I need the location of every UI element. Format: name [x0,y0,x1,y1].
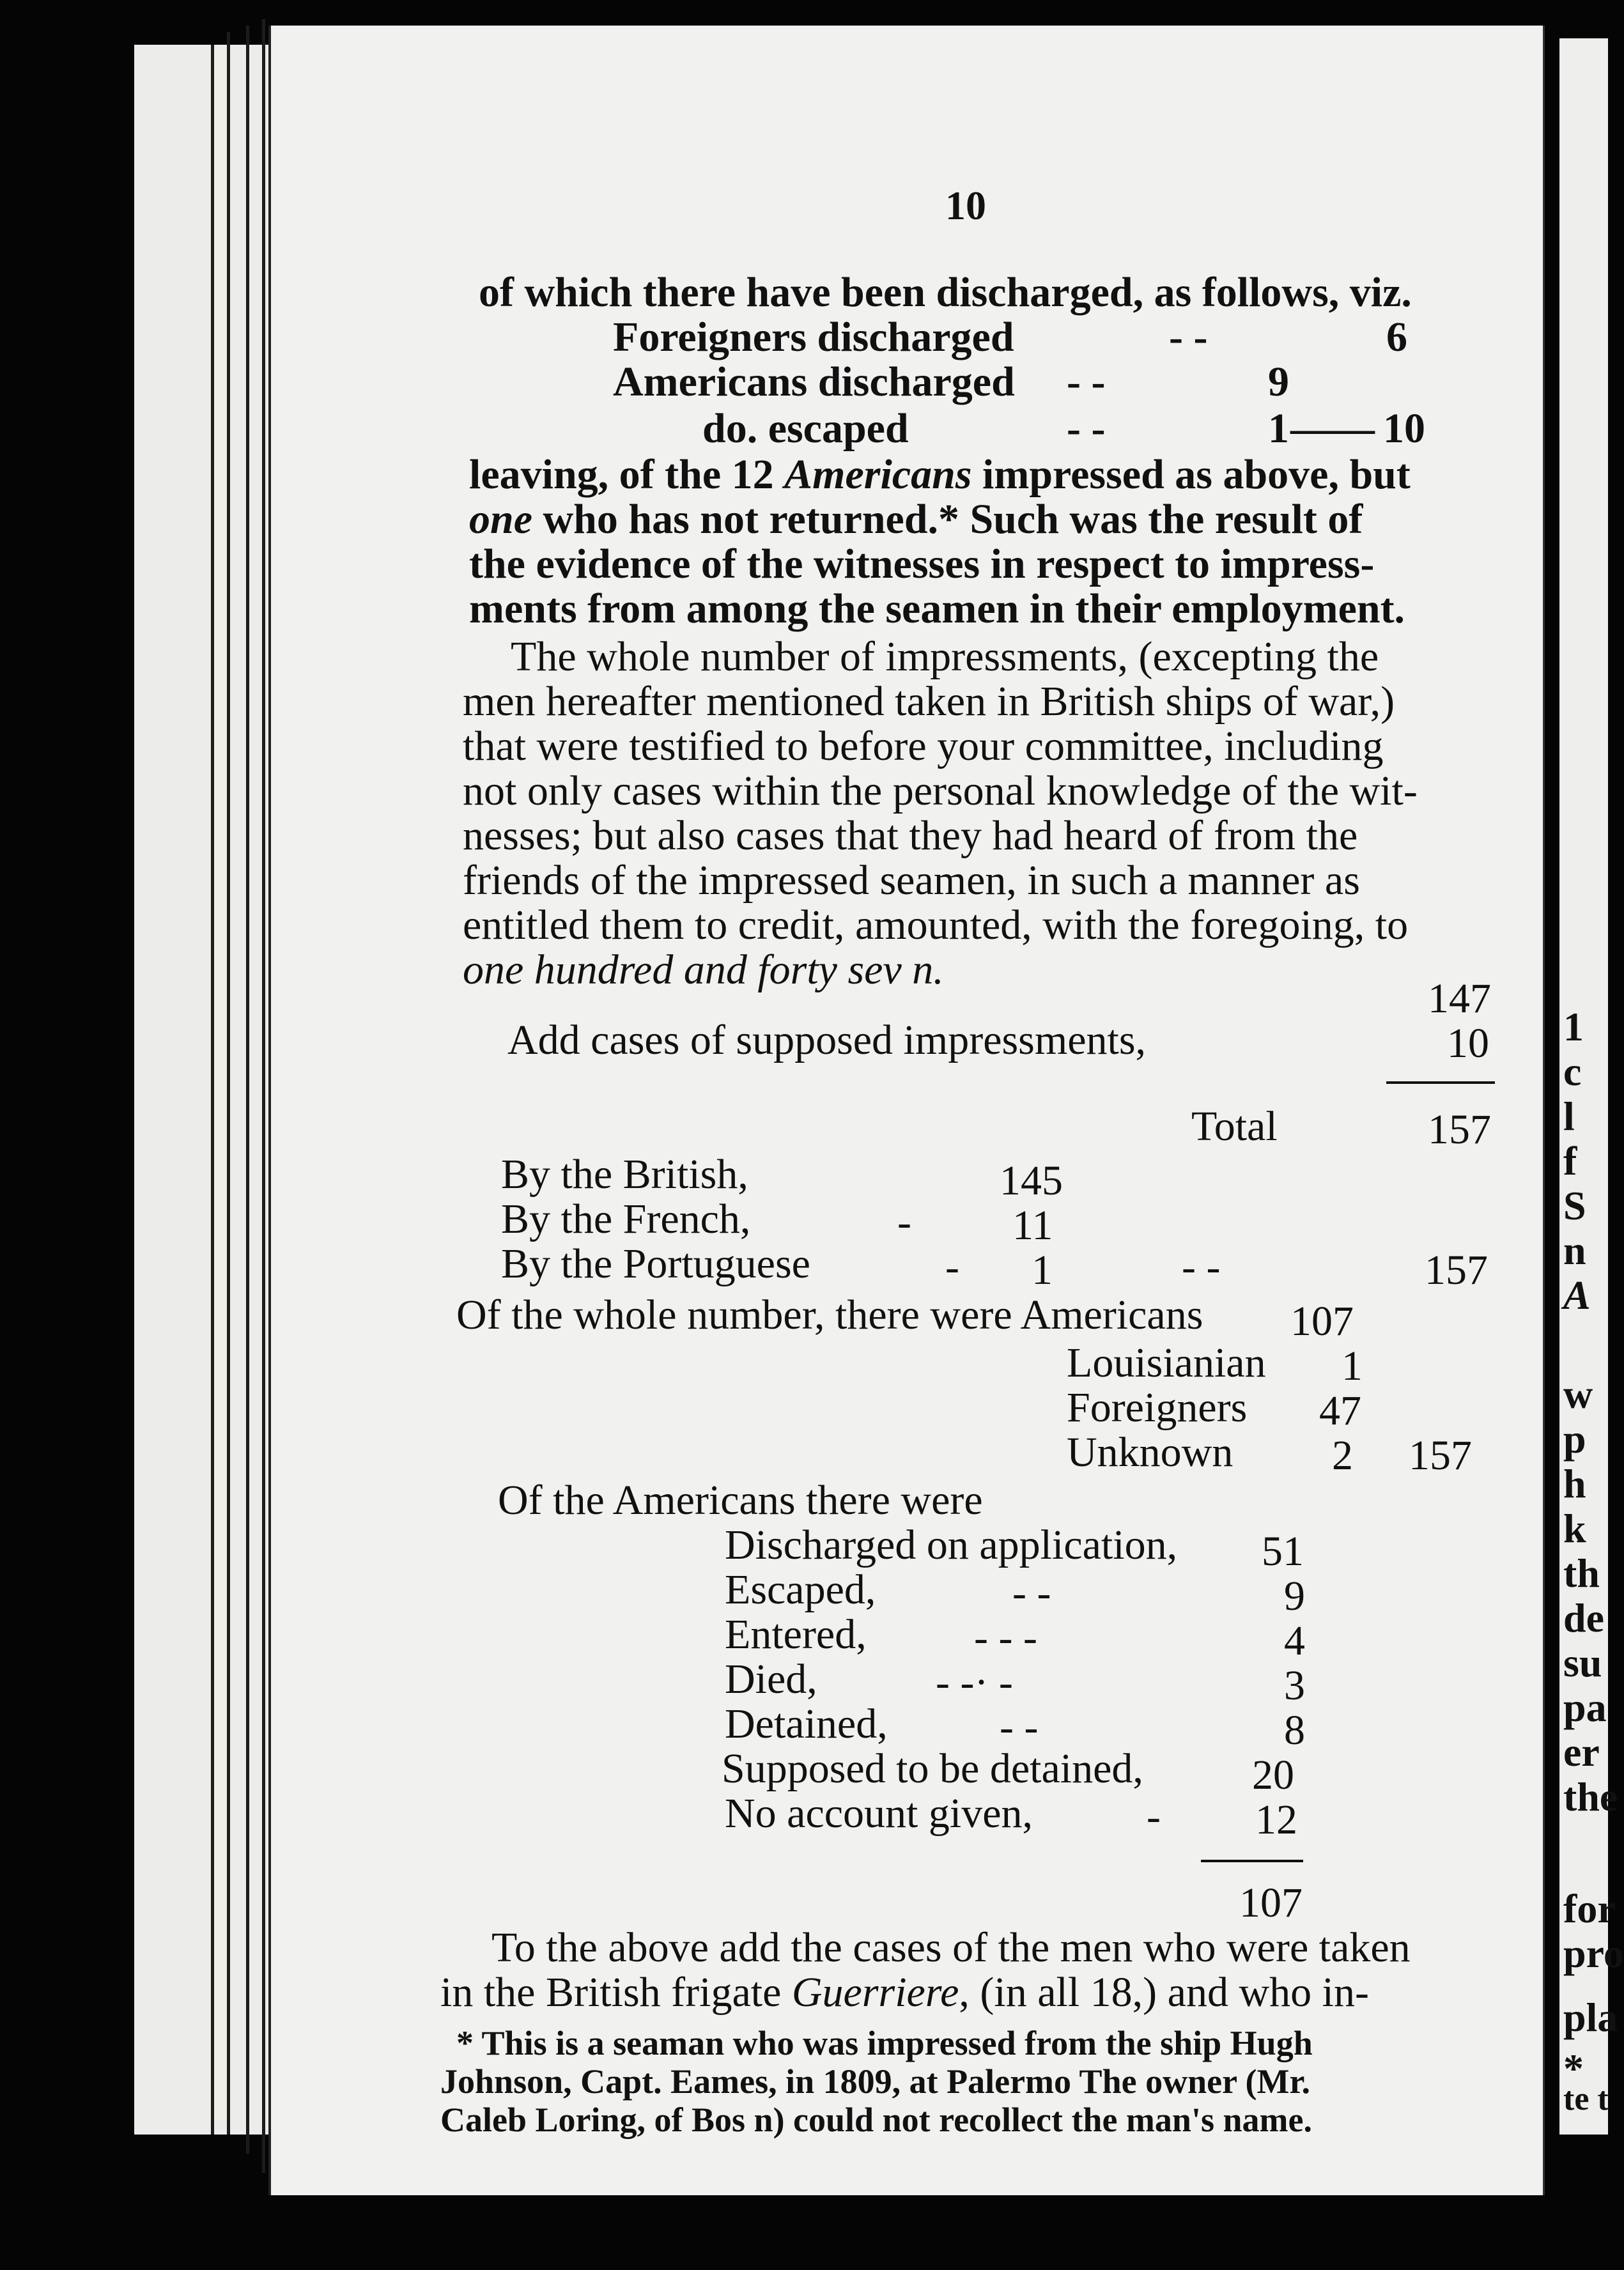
nation-label: By the French, [501,1196,751,1242]
body-line [440,1969,1369,2016]
page-edge-line [227,32,230,2135]
fragment: S [1563,1183,1586,1228]
nation-label: By the British, [501,1151,748,1198]
text-span: , (in all 18,) and who in- [959,1969,1369,2016]
text-italic: Americans [784,451,972,498]
nation-total: 157 [1425,1247,1488,1293]
body-line: of which there have been discharged, as follows, viz. [479,269,1412,316]
body-line: ments from among the seamen in their employment. [469,585,1405,632]
fragment: th [1563,1550,1600,1596]
fragment: pa [1563,1685,1607,1730]
whole-value: 1 [1342,1343,1363,1389]
fragment: p [1563,1416,1586,1462]
breakdown-value: 3 [1284,1662,1305,1709]
table-dash: —— [1290,405,1375,452]
fragment: 1 [1563,1004,1584,1049]
breakdown-total: 107 [1239,1880,1303,1926]
body-line: entitled them to credit, amounted, with the foregoing, to [463,902,1409,948]
footnote-line: Johnson, Capt. Eames, in 1809, at Palermo The owner (Mr. [440,2062,1311,2101]
sum-rule [1386,1081,1495,1084]
text-span: who has not returned.* Such was the result of [532,496,1363,543]
nation-value: 145 [1000,1157,1063,1204]
text-span: in the British frigate [440,1969,792,2016]
nation-value: 11 [1012,1202,1053,1249]
breakdown-value: 12 [1255,1796,1297,1843]
fragment: pla [1563,1995,1618,2040]
page-number: 10 [945,183,986,228]
table-value: 9 [1268,359,1289,405]
whole-value: 47 [1319,1387,1361,1434]
table-dashes: - - [1067,405,1106,452]
table-value: 6 [1386,314,1407,360]
fragment: de [1563,1595,1604,1641]
table-label: do. escaped [702,405,909,452]
nation-dashes: - [945,1244,959,1290]
whole-label: Unknown [1067,1429,1233,1476]
breakdown-value: 20 [1252,1752,1294,1798]
total-value: 157 [1428,1106,1491,1153]
breakdown-dashes: - - - [974,1614,1037,1661]
page-edge-line [262,19,265,2173]
text-span: impressed as above, but [971,451,1411,498]
page-edge-line [211,45,214,2135]
sum-value: 10 [1447,1020,1489,1067]
fragment: pro [1563,1931,1624,1976]
whole-label: Louisianian [1067,1340,1266,1386]
whole-value: 2 [1332,1432,1353,1479]
breakdown-value: 9 [1284,1573,1305,1619]
breakdown-label: Discharged on application, [725,1522,1178,1568]
americans-intro: Of the Americans there were [498,1477,983,1524]
sum-value: 147 [1428,975,1491,1022]
breakdown-dashes: - - [1000,1704,1039,1750]
breakdown-dashes: - - [1012,1570,1051,1616]
fragment: te t [1563,2081,1609,2117]
text-span: leaving, of the 12 [469,451,785,498]
whole-intro: Of the whole number, there were Americans [456,1292,1203,1338]
breakdown-label: Escaped, [725,1566,876,1613]
body-line: that were testified to before your committee, including [463,723,1384,769]
body-line [469,451,1411,498]
whole-total: 157 [1409,1432,1472,1479]
fragment: l [1563,1093,1575,1139]
fragment: h [1563,1461,1586,1506]
fragment: er [1563,1729,1600,1775]
table-label: Foreigners discharged [613,314,1014,360]
body-line: one hundred and forty sev n. [463,946,944,993]
body-line: friends of the impressed seamen, in such a manner as [463,857,1360,904]
nation-value: 1 [1032,1247,1053,1293]
breakdown-value: 8 [1284,1707,1305,1754]
breakdown-rule [1201,1860,1303,1862]
fragment: f [1563,1138,1577,1184]
footnote-line: Caleb Loring, of Bos n) could not recollect the man's name. [440,2101,1312,2139]
text-italic: one [469,496,532,543]
fragment: A [1563,1272,1591,1318]
sum-label: Add cases of supposed impressments, [507,1017,1147,1063]
whole-value: 107 [1290,1298,1354,1345]
table-dashes: - - [1169,314,1208,360]
breakdown-dashes: - -· - [936,1659,1013,1706]
body-line: The whole number of impressments, (excepting the [511,633,1379,680]
table-value: 1 [1268,405,1289,452]
document-page [268,26,1545,2195]
footnote-line: * This is a seaman who was impressed from the ship Hugh [456,2024,1313,2062]
fragment: w [1563,1371,1593,1417]
table-total: 10 [1383,405,1425,452]
nation-label: By the Portuguese [501,1240,810,1287]
nation-dashes: - [897,1199,911,1246]
fragment: c [1563,1049,1582,1094]
whole-label: Foreigners [1067,1384,1248,1431]
fragment: * [1563,2046,1584,2091]
body-line: the evidence of the witnesses in respect to impress- [469,541,1375,587]
body-line: To the above add the cases of the men who were taken [491,1924,1411,1971]
total-label: Total [1191,1103,1278,1150]
page-edge-line [246,26,249,2154]
breakdown-value: 51 [1262,1528,1304,1575]
breakdown-label: No account given, [725,1790,1033,1837]
adjacent-page [1559,38,1624,2135]
body-line: nesses; but also cases that they had heard of from the [463,812,1358,859]
nation-dashes: - - [1182,1244,1221,1290]
breakdown-label: Supposed to be detained, [722,1745,1143,1792]
breakdown-label: Died, [725,1656,817,1702]
table-label: Americans discharged [613,359,1015,405]
breakdown-label: Detained, [725,1701,888,1747]
breakdown-label: Entered, [725,1611,867,1658]
fragment: su [1563,1640,1602,1685]
table-dashes: - - [1067,359,1106,405]
fragment: n [1563,1228,1586,1273]
text-italic: Guerriere [791,1969,959,2016]
fragment: k [1563,1506,1586,1551]
breakdown-value: 4 [1284,1618,1305,1664]
fragment: for [1563,1886,1616,1931]
fragment: the [1563,1774,1618,1819]
body-line: not only cases within the personal knowledge of the wit- [463,768,1418,814]
body-line: men hereafter mentioned taken in British ships of war,) [463,678,1395,725]
breakdown-dashes: - [1147,1793,1161,1840]
body-line [469,498,1363,541]
